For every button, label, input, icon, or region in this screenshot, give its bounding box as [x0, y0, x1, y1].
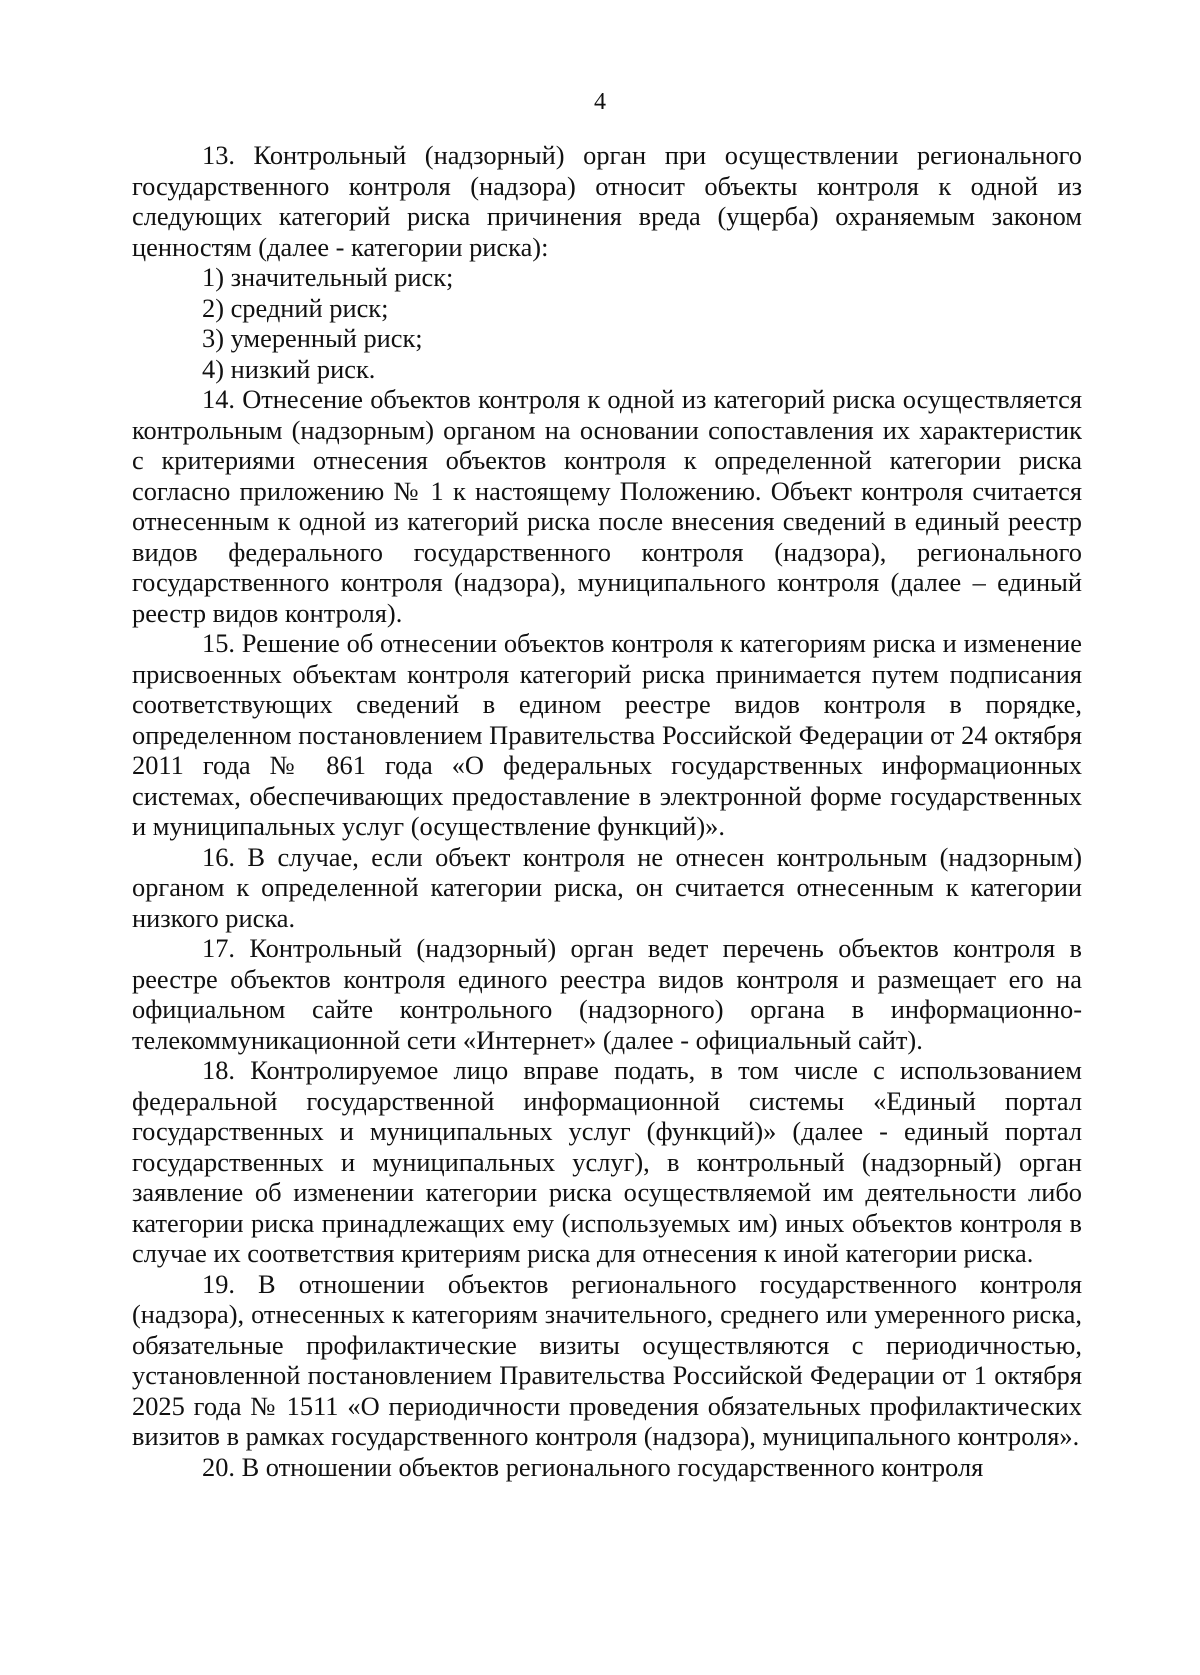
paragraph-15: 15. Решение об отнесении объектов контроля к категориям риска и изменение присвоенных объектам контроля категорий риска принимается путем подписания соответствующих сведений в едином реестре видов контроля в порядке, определенном постановлением Правительства Российской Федерации от 24 октября 2011 года № 861 года «О федеральных государственных информационных системах, обеспечивающих предоставление в электронной форме государственных и муниципальных услуг (осуществление функций)». [132, 628, 1082, 841]
document-body [132, 140, 1082, 1482]
paragraph-17: 17. Контрольный (надзорный) орган ведет перечень объектов контроля в реестре объектов контроля единого реестра видов контроля и размещает его на официальном сайте контрольного (надзорного) органа в информационно-телекоммуникационной сети «Интернет» (далее - официальный сайт). [132, 933, 1082, 1055]
list-item-low-risk: 4) низкий риск. [202, 353, 376, 384]
paragraph-18: 18. Контролируемое лицо вправе подать, в том числе с использованием федеральной государственной информационной системы «Единый портал государственных и муниципальных услуг (функций)» (далее - единый портал государственных и муниципальных услуг), в контрольный (надзорный) орган заявление об изменении категории риска осуществляемой им деятельности либо категории риска принадлежащих ему (используемых им) иных объектов контроля в случае их соответствия критериям риска для отнесения к иной категории риска. [132, 1055, 1082, 1268]
paragraph-20: 20. В отношении объектов регионального государственного контроля [202, 1451, 984, 1482]
paragraph-14: 14. Отнесение объектов контроля к одной из категорий риска осуществляется контрольным (надзорным) органом на основании сопоставления их характеристик с критериями отнесения объектов контроля к определенной категории риска согласно приложению № 1 к настоящему Положению. Объект контроля считается отнесенным к одной из категорий риска после внесения сведений в единый реестр видов федерального государственного контроля (надзора), регионального государственного контроля (надзора), муниципального контроля (далее – единый реестр видов контроля). [132, 384, 1082, 628]
page-number: 4 [594, 89, 606, 115]
paragraph-16: 16. В случае, если объект контроля не отнесен контрольным (надзорным) органом к определенной категории риска, он считается отнесенным к категории низкого риска. [132, 841, 1082, 933]
list-item-medium-risk: 2) средний риск; [202, 292, 389, 323]
list-item-significant-risk: 1) значительный риск; [202, 262, 454, 292]
list-item-moderate-risk: 3) умеренный риск; [202, 323, 423, 353]
paragraph-13: 13. Контрольный (надзорный) орган при осуществлении регионального государственного контроля (надзора) относит объекты контроля к одной из следующих категорий риска причинения вреда (ущерба) охраняемым законом ценностям (далее - категории риска): [132, 140, 1082, 262]
paragraph-19: 19. В отношении объектов регионального государственного контроля (надзора), отнесенных к категориям значительного, среднего или умеренного риска, обязательные профилактические визиты осуществляются с периодичностью, установленной постановлением Правительства Российской Федерации от 1 октября 2025 года № 1511 «О периодичности проведения обязательных профилактических визитов в рамках государственного контроля (надзора), муниципального контроля». [132, 1268, 1082, 1451]
